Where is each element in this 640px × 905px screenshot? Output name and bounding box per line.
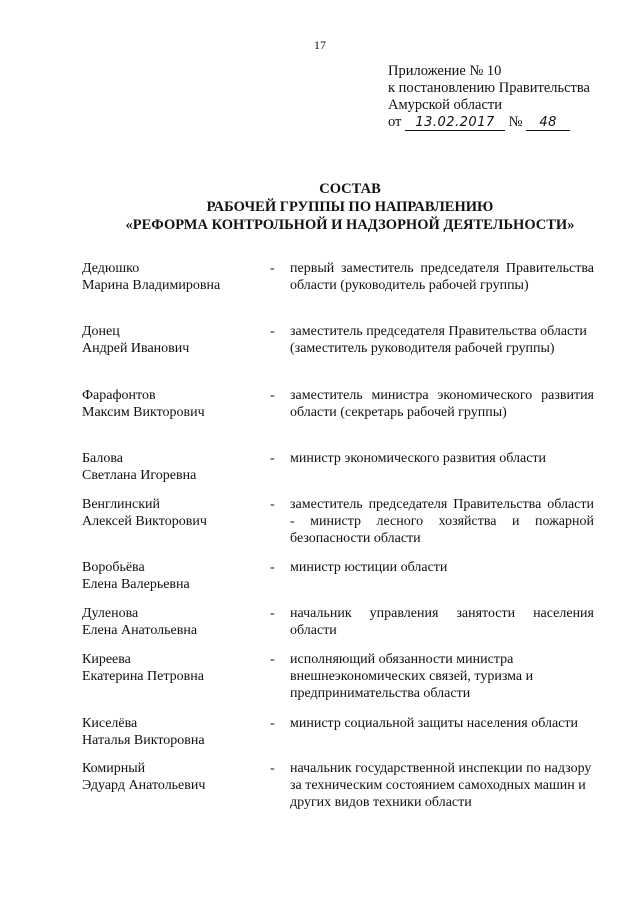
member-role: министр юстиции области bbox=[290, 560, 448, 575]
dash-separator: - bbox=[270, 497, 275, 512]
appendix-title: Приложение № 10 bbox=[388, 63, 502, 79]
member-row bbox=[82, 760, 594, 811]
member-given-names: Елена Валерьевна bbox=[82, 577, 190, 592]
member-row bbox=[82, 605, 594, 639]
member-surname: Воробьёва bbox=[82, 560, 145, 575]
dash-separator: - bbox=[270, 261, 275, 276]
appendix-region: Амурской области bbox=[388, 97, 502, 113]
member-name bbox=[82, 496, 272, 530]
member-name bbox=[82, 387, 272, 421]
member-given-names: Марина Владимировна bbox=[82, 278, 221, 293]
member-given-names: Светлана Игоревна bbox=[82, 468, 197, 483]
member-surname: Дуленова bbox=[82, 606, 139, 621]
member-role: заместитель министра экономического развития области (секретарь рабочей группы) bbox=[290, 388, 594, 420]
member-name bbox=[82, 715, 272, 749]
member-surname: Дедюшко bbox=[82, 261, 140, 276]
page-number: 17 bbox=[314, 38, 326, 52]
member-row bbox=[82, 450, 594, 484]
appendix-resolution: к постановлению Правительства bbox=[388, 80, 590, 96]
member-name bbox=[82, 323, 272, 357]
member-role: министр социальной защиты населения области bbox=[290, 716, 578, 731]
dash-separator: - bbox=[270, 652, 275, 667]
member-row bbox=[82, 559, 594, 593]
member-surname: Балова bbox=[82, 451, 124, 466]
member-role: заместитель председателя Правительства области (заместитель руководителя рабочей группы) bbox=[290, 324, 587, 356]
member-given-names: Наталья Викторовна bbox=[82, 733, 205, 748]
date-prefix: от bbox=[388, 114, 402, 130]
member-row bbox=[82, 387, 594, 421]
member-role: начальник управления занятости населения области bbox=[290, 606, 594, 638]
member-given-names: Эдуард Анатольевич bbox=[82, 778, 206, 793]
handwritten-date: 13.02.2017 bbox=[405, 115, 505, 131]
member-role: заместитель председателя Правительства области - министр лесного хозяйства и пожарной безопасности области bbox=[290, 497, 594, 546]
member-row bbox=[82, 715, 594, 749]
title-line-3: «РЕФОРМА КОНТРОЛЬНОЙ И НАДЗОРНОЙ ДЕЯТЕЛЬНОСТИ» bbox=[125, 217, 575, 233]
member-role: начальник государственной инспекции по надзору за техническим состоянием самоходных машин и других видов техники области bbox=[290, 761, 592, 810]
member-row bbox=[82, 323, 594, 357]
member-role: первый заместитель председателя Правительства области (руководитель рабочей группы) bbox=[290, 261, 594, 293]
dash-separator: - bbox=[270, 324, 275, 339]
member-given-names: Екатерина Петровна bbox=[82, 669, 204, 684]
number-prefix: № bbox=[508, 114, 523, 130]
member-surname: Донец bbox=[82, 324, 120, 339]
member-name bbox=[82, 260, 272, 294]
dash-separator: - bbox=[270, 560, 275, 575]
member-name bbox=[82, 559, 272, 593]
appendix-date-line bbox=[388, 114, 628, 131]
document-title bbox=[40, 180, 640, 234]
appendix-block bbox=[388, 63, 628, 131]
title-line-2: РАБОЧЕЙ ГРУППЫ ПО НАПРАВЛЕНИЮ bbox=[206, 199, 494, 215]
member-row bbox=[82, 496, 594, 547]
member-surname: Фарафонтов bbox=[82, 388, 156, 403]
member-name bbox=[82, 760, 272, 794]
member-given-names: Елена Анатольевна bbox=[82, 623, 198, 638]
dash-separator: - bbox=[270, 388, 275, 403]
member-name bbox=[82, 651, 272, 685]
dash-separator: - bbox=[270, 606, 275, 621]
member-given-names: Максим Викторович bbox=[82, 405, 205, 420]
dash-separator: - bbox=[270, 451, 275, 466]
member-surname: Киреева bbox=[82, 652, 131, 667]
member-name bbox=[82, 450, 272, 484]
member-role: исполняющий обязанности министра внешнеэкономических связей, туризма и предпринимательства области bbox=[290, 652, 534, 701]
member-row bbox=[82, 260, 594, 294]
member-surname: Киселёва bbox=[82, 716, 138, 731]
member-row bbox=[82, 651, 594, 702]
member-given-names: Алексей Викторович bbox=[82, 514, 207, 529]
member-surname: Комирный bbox=[82, 761, 146, 776]
dash-separator: - bbox=[270, 761, 275, 776]
handwritten-number: 48 bbox=[526, 115, 570, 131]
member-name bbox=[82, 605, 272, 639]
member-role: министр экономического развития области bbox=[290, 451, 547, 466]
member-surname: Венглинский bbox=[82, 497, 161, 512]
title-line-1: СОСТАВ bbox=[319, 181, 381, 197]
dash-separator: - bbox=[270, 716, 275, 731]
member-given-names: Андрей Иванович bbox=[82, 341, 190, 356]
